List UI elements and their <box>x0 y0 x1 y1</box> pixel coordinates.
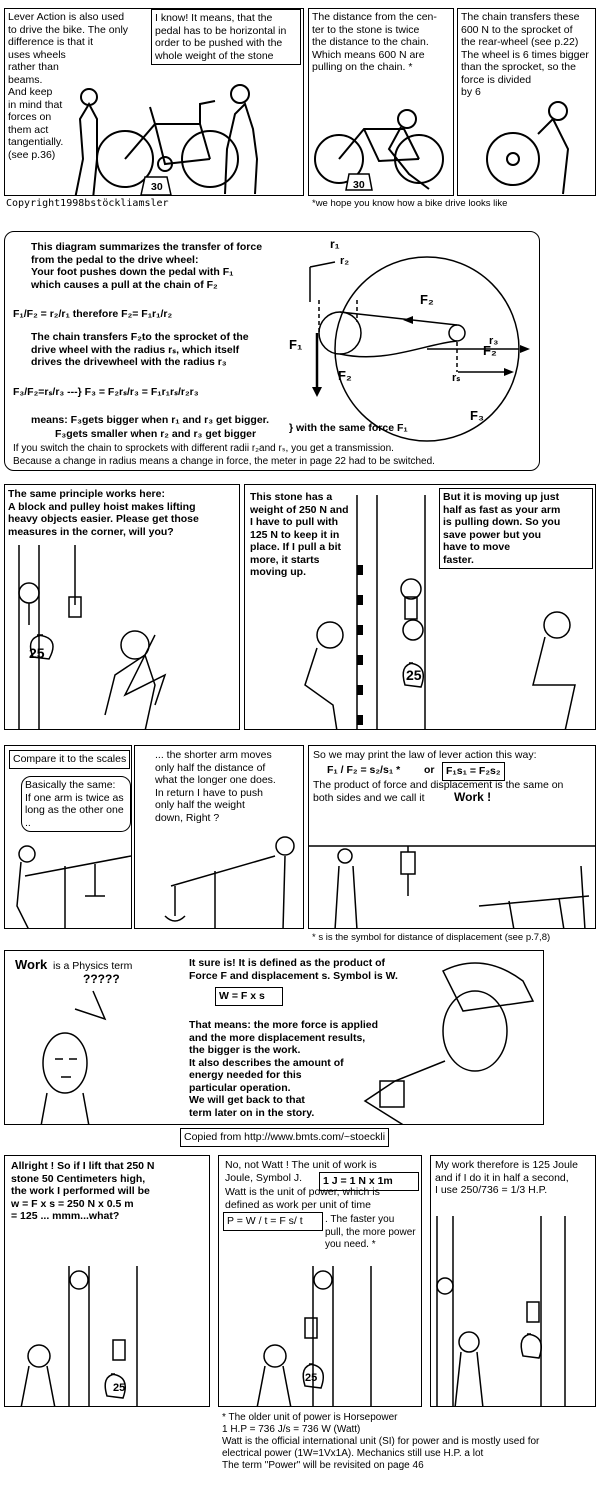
panel-horsepower <box>430 1155 596 1407</box>
label-r3: r₃ <box>489 335 499 347</box>
lever-law-or: or <box>424 764 435 776</box>
bike-footnote: *we hope you know how a bike drive looks like <box>312 198 508 209</box>
joule-definition: 1 J = 1 N x 1m <box>319 1172 419 1191</box>
speech-horsepower: My work therefore is 125 Joule and if I do it in half a second, I use 250/736 = 1/3 H.P. <box>435 1159 578 1196</box>
work-formula: W = F x s <box>215 987 283 1006</box>
diagram-f3-equation: F₃/F₂=rₛ/r₃ ---} F₃ = F₂rₛ/r₃ = F₁r₁rₛ/r₂r₃ <box>13 386 199 398</box>
label-r1: r₁ <box>330 237 340 251</box>
lever-law-eq2: F₁s₁ = F₂s₂ <box>442 762 505 781</box>
lever-law-work: Work ! <box>454 790 492 804</box>
label-f2-left: F₂ <box>338 368 352 383</box>
label-f2-top: F₂ <box>420 292 434 307</box>
diagram-same-force: } with the same force F₁ <box>289 422 408 434</box>
label-f2-right: F₂ <box>483 343 497 358</box>
lever-law-title: So we may print the law of lever action this way: <box>313 749 537 761</box>
lever-law-eq1: F₁ / F₂ = s₂/s₁ * <box>327 764 401 776</box>
stone-weight-label-3: 25 <box>29 645 45 661</box>
stone-weight-label: 30 <box>151 181 163 193</box>
speech-basically-same: Basically the same: If one arm is twice as long as the other one .. <box>21 776 131 832</box>
diagram-ratio: F₁/F₂ = r₂/r₁ therefore F₂= F₁r₁/r₂ <box>13 308 173 320</box>
work-question: ????? <box>83 972 120 986</box>
power-footnote: * The older unit of power is Horsepower 1 H.P = 736 J/s = 736 W (Watt) Watt is the official international unit (SI) for power and is mostly used for electrical power (1W=1Vx1A). Mechanics still use H.P. a lot The term "Power" will be revisited on page 46 <box>222 1412 540 1471</box>
panel-lift-stone <box>4 1155 210 1407</box>
speech-shorter-arm: ... the shorter arm moves only half the distance of what the longer one does. In return I have to push only half the weight down, Right ? <box>155 749 276 824</box>
work-means: That means: the more force is applied and the more displacement results, the bigger is the work. It also describes the amount of energy needed for this particular operation. We will get back to that term later on in the story. <box>189 1019 379 1119</box>
speech-pulley-intro: The same principle works here: A block and pulley hoist makes lifting heavy objects easier. Please get those measures in the corner, will you? <box>8 488 199 538</box>
panel-lever-bike <box>4 8 304 196</box>
panel-chain-sprocket <box>457 8 596 196</box>
stone-weight-label-6: 25 <box>305 1372 318 1384</box>
diagram-means-2: F₃gets smaller when r₂ and r₃ get bigger <box>55 428 257 440</box>
speech-sprocket: The chain transfers these 600 N to the sprocket of the rear-wheel (see p.22) The wheel is 6 times bigger than the sprocket, so the force is divided by 6 <box>461 11 589 98</box>
panel-chain-distance <box>308 8 454 196</box>
speech-not-watt: No, not Watt ! The unit of work is Joule, Symbol J. <box>225 1159 377 1184</box>
diagram-note-1: If you switch the chain to sprockets with different radii r₂and rₛ, you get a transmission. <box>13 443 394 454</box>
panel-pulley-weight <box>244 484 596 730</box>
speech-half-speed: But it is moving up just half as fast as your arm is pulling down. So you save power but you have to move faster. <box>439 488 593 569</box>
speech-chain-distance: The distance from the cen- ter to the stone is twice the distance to the chain. Which means 600 N are pulling on the chain. * <box>312 11 437 73</box>
panel-force-diagram <box>4 231 540 471</box>
panel-compare-scales <box>4 745 132 929</box>
panel-lever-law <box>308 745 596 929</box>
stone-weight-label-4: 25 <box>406 667 422 683</box>
diagram-chain: The chain transfers F₂to the sprocket of the drive wheel with the radius rₛ, which itself drives the drivewheel with the radius r₃ <box>31 331 249 368</box>
scales-illustration-1 <box>5 746 132 929</box>
diagram-note-2: Because a change in radius means a change in force, the meter in page 22 had to be switched. <box>13 456 435 467</box>
power-formula: P = W / t = F s/ t <box>223 1212 323 1231</box>
copied-from: Copied from http://www.bmts.com/~stoeckli <box>180 1128 389 1147</box>
lever-law-footnote: * s is the symbol for distance of displacement (see p.7,8) <box>312 932 551 943</box>
speech-lever-action: Lever Action is also used to drive the bike. The only difference is that it uses wheels rather than beams. And keep in mind that forces on them act tangentially. (see p.36) <box>8 11 129 161</box>
copyright: Copyright1998bstöckliamsler <box>6 198 169 209</box>
speech-pedal-horizontal: I know! It means, that the pedal has to be horizontal in order to be pushed with the whole weight of the stone <box>151 9 301 65</box>
label-f3: F₃ <box>470 408 484 423</box>
panel-work-definition <box>4 950 544 1125</box>
panel-shorter-arm <box>134 745 304 929</box>
work-word: Work <box>15 957 48 972</box>
speech-watt-power: Watt is the unit of power, which is defined as work per unit of time <box>225 1186 380 1211</box>
panel-watt-joule <box>218 1155 422 1407</box>
panel-pulley-intro <box>4 484 240 730</box>
caption-compare-scales: Compare it to the scales <box>9 750 130 769</box>
work-term-caption: is a Physics term <box>53 960 133 972</box>
label-f1: F₁ <box>289 337 303 352</box>
lever-law-body: The product of force and displacement is the same on both sides and we call it <box>313 779 564 804</box>
speech-faster-pull: . The faster you pull, the more power you need. * <box>325 1214 416 1250</box>
speech-lift-stone: Allright ! So if I lift that 250 N stone 50 Centimeters high, the work I performed will be w = F x s = 250 N x 0.5 m = 125 ... mmm...what? <box>11 1160 155 1222</box>
work-answer: It sure is! It is defined as the product of Force F and displacement s. Symbol is W. <box>189 957 398 982</box>
speech-stone-weight: This stone has a weight of 250 N and I have to pull with 125 N to keep it in place. If I pull a bit more, it starts moving up. <box>250 491 349 578</box>
stone-weight-label-5: 25 <box>113 1382 126 1394</box>
stone-weight-label-2: 30 <box>353 179 365 191</box>
label-rs: rₛ <box>452 372 461 384</box>
diagram-means-1: means: F₃gets bigger when r₁ and r₃ get bigger. <box>31 414 270 426</box>
label-r2: r₂ <box>340 255 350 267</box>
diagram-intro: This diagram summarizes the transfer of force from the pedal to the drive wheel: Your foot pushes down the pedal with F₁ which causes a pull at the chain of F₂ <box>31 241 263 291</box>
